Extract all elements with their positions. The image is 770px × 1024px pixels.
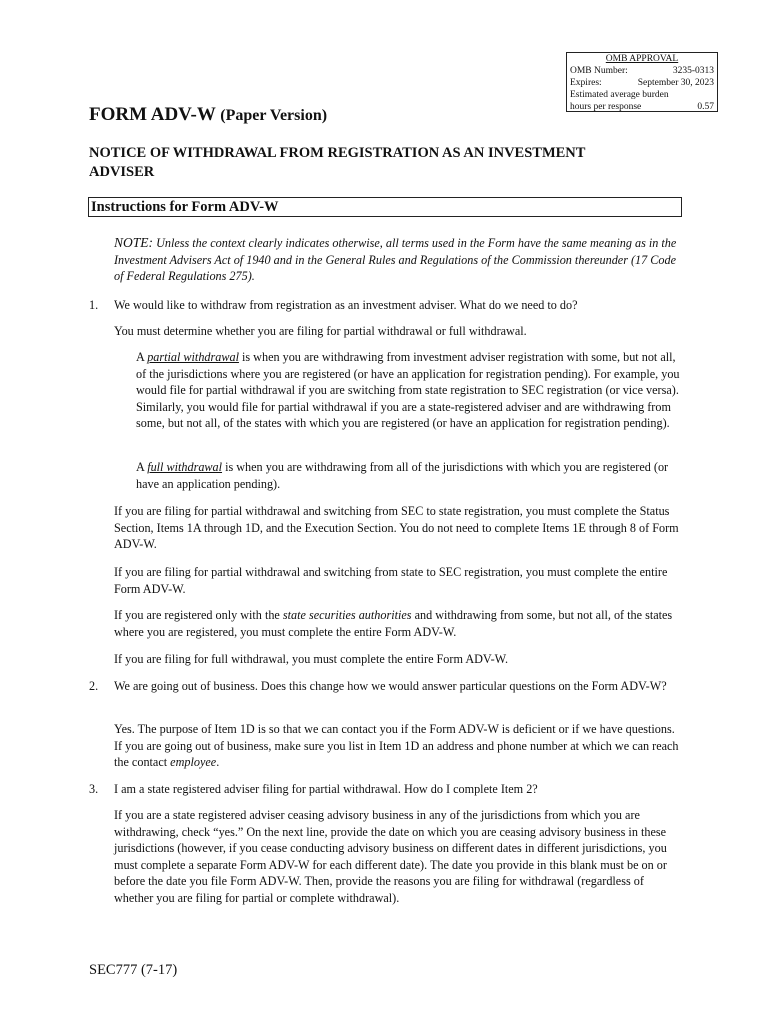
omb-approval-title: OMB APPROVAL bbox=[605, 54, 679, 64]
text-fragment: . bbox=[216, 755, 220, 770]
answer-paragraph bbox=[114, 607, 680, 640]
question-number: 3. bbox=[89, 782, 99, 796]
partial-withdrawal-definition bbox=[136, 349, 680, 432]
omb-number-value: 3235-0313 bbox=[672, 66, 714, 76]
omb-approval-box bbox=[566, 52, 718, 112]
omb-number-row bbox=[570, 65, 714, 77]
note-text: Unless the context clearly indicates otherwise, all terms used in the Form have the same meaning as in the Investment Advisers Act of 1940 and in the General Rules and Regulations of the Commission thereunder (17 Code of Federal Regulations 275). bbox=[114, 236, 677, 284]
omb-number-label: OMB Number: bbox=[570, 66, 628, 76]
answer-paragraph bbox=[114, 721, 680, 771]
partial-withdrawal-term: partial withdrawal bbox=[147, 350, 239, 364]
question-text: I am a state registered adviser filing for partial withdrawal. How do I complete Item 2? bbox=[114, 782, 538, 796]
text-fragment: If you are registered only with the bbox=[114, 608, 283, 622]
answer-paragraph: If you are filing for partial withdrawal and switching from SEC to state registration, you must complete the Status Section, Items 1A through 1D, and the Execution Section. You do not need to complete Items 1E through 8 of Form ADV-W. bbox=[114, 504, 679, 552]
notice-heading: NOTICE OF WITHDRAWAL FROM REGISTRATION AS AN INVESTMENT ADVISER bbox=[89, 145, 586, 180]
state-securities-term: state securities authorities bbox=[282, 608, 412, 622]
omb-expires-label: Expires: bbox=[570, 78, 602, 88]
question-text: We would like to withdraw from registration as an investment adviser. What do we need to do? bbox=[114, 298, 578, 312]
omb-expires-row bbox=[570, 77, 714, 89]
employee-term: employee bbox=[170, 755, 217, 770]
answer-paragraph: If you are a state registered adviser ceasing advisory business in any of the jurisdictions from which you are withdrawing, check “yes.” On the next line, provide the date on which you are ceasing advisory business in these jurisdictions (however, if you cease conducting advisory business on different dates in different jurisdictions, you must complete a separate Form ADV-W for each different date). The date you provide in this blank must be on or before the date you file Form ADV-W. Then, provide the reasons you are filing for withdrawal (regardless of whether you are filing for partial or complete withdrawal). bbox=[114, 808, 667, 905]
question-number: 1. bbox=[89, 298, 99, 312]
omb-expires-value: September 30, 2023 bbox=[637, 78, 714, 88]
omb-burden-line: Estimated average burden bbox=[570, 90, 669, 100]
question-number: 2. bbox=[89, 679, 99, 693]
full-withdrawal-definition bbox=[136, 459, 680, 492]
omb-burden-row bbox=[570, 101, 714, 113]
note-paragraph bbox=[114, 235, 680, 285]
answer-paragraph: If you are filing for partial withdrawal and switching from state to SEC registration, you must complete the entire Form ADV-W. bbox=[114, 565, 668, 596]
answer-paragraph: You must determine whether you are filing for partial withdrawal or full withdrawal. bbox=[114, 324, 527, 338]
form-name: FORM ADV-W bbox=[89, 104, 216, 125]
text-fragment: is when you are withdrawing from investment adviser registration with some, but not all, of the jurisdictions where you are registered (or have an application for registration pending). For example, you would file for partial withdrawal if you are switching from state registration to SEC registration (or vice versa). Similarly, you would file for partial withdrawal if you are a state-registered adviser and are withdrawing from some, but not all, of the states with which you are registered (or have an application for registration pending). bbox=[136, 350, 680, 431]
text-fragment: A bbox=[136, 350, 148, 364]
text-fragment: A bbox=[136, 460, 148, 474]
text-fragment: Yes. The purpose of Item 1D is so that we can contact you if the Form ADV-W is deficient or if we have questions. If you are going out of business, make sure you list in Item 1D an address and phone number at which we can reach the contact bbox=[114, 722, 679, 770]
question-text: We are going out of business. Does this change how we would answer particular questions on the Form ADV-W? bbox=[114, 679, 667, 693]
full-withdrawal-term: full withdrawal bbox=[147, 460, 223, 474]
omb-burden-value: 0.57 bbox=[697, 102, 714, 112]
answer-paragraph: If you are filing for full withdrawal, you must complete the entire Form ADV-W. bbox=[114, 652, 509, 666]
form-code-footer: SEC777 (7-17) bbox=[89, 962, 178, 978]
form-variant: (Paper Version) bbox=[220, 107, 328, 124]
omb-burden-label: hours per response bbox=[570, 102, 642, 112]
text-fragment: is when you are withdrawing from all of the jurisdictions with which you are registered (or have an application pending). bbox=[136, 460, 669, 491]
instructions-heading: Instructions for Form ADV-W bbox=[88, 197, 682, 217]
form-title bbox=[89, 104, 327, 126]
text-fragment: and withdrawing from some, but not all, of the states where you are registered, you must complete the entire Form ADV-W. bbox=[114, 608, 673, 639]
note-label: NOTE: bbox=[114, 235, 154, 250]
